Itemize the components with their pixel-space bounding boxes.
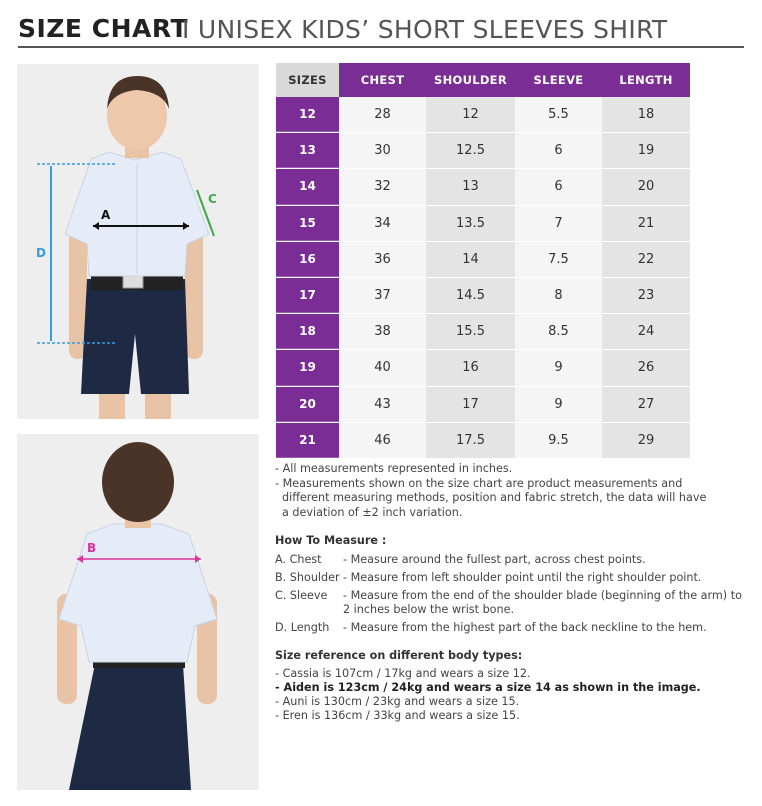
- measure-item: [275, 571, 750, 585]
- header-sleeve: SLEEVE: [515, 63, 602, 97]
- measure-item: [275, 621, 750, 635]
- cell-length: 19: [602, 133, 690, 168]
- cell-chest: 40: [339, 350, 426, 385]
- cell-chest: 28: [339, 97, 426, 132]
- cell-size: 15: [276, 206, 339, 241]
- marker-c-label: C: [208, 192, 217, 206]
- measure-item: [275, 553, 750, 567]
- measure-key: B. Shoulder: [275, 571, 340, 584]
- cell-chest: 37: [339, 278, 426, 313]
- cell-sleeve: 9: [515, 387, 602, 422]
- table-row: [276, 133, 690, 169]
- cell-chest: 36: [339, 242, 426, 277]
- cell-shoulder: 13: [426, 169, 515, 204]
- front-view-illustration: [17, 64, 259, 419]
- header-shoulder: SHOULDER: [426, 63, 515, 97]
- cell-length: 20: [602, 169, 690, 204]
- cell-shoulder: 14.5: [426, 278, 515, 313]
- cell-chest: 38: [339, 314, 426, 349]
- cell-size: 14: [276, 169, 339, 204]
- cell-length: 18: [602, 97, 690, 132]
- measure-desc: - Measure around the fullest part, across chest points.: [343, 553, 646, 566]
- cell-sleeve: 8.5: [515, 314, 602, 349]
- page-title: SIZE CHART: [18, 14, 189, 43]
- page-header: [18, 12, 744, 48]
- note-line: - All measurements represented in inches.: [275, 462, 513, 475]
- note-line: - Measurements shown on the size chart are product measurements and: [275, 476, 683, 490]
- table-header: [276, 63, 690, 97]
- page-subtitle: I UNISEX KIDS’ SHORT SLEEVES SHIRT: [182, 15, 668, 44]
- header-chest: CHEST: [339, 63, 426, 97]
- cell-sleeve: 9.5: [515, 423, 602, 458]
- cell-sleeve: 9: [515, 350, 602, 385]
- cell-size: 17: [276, 278, 339, 313]
- cell-length: 24: [602, 314, 690, 349]
- cell-chest: 46: [339, 423, 426, 458]
- cell-length: 29: [602, 423, 690, 458]
- cell-sleeve: 7.5: [515, 242, 602, 277]
- measure-desc: - Measure from the end of the shoulder blade (beginning of the arm) to 2 inches below the wrist bone.: [343, 589, 742, 616]
- cell-chest: 32: [339, 169, 426, 204]
- measure-desc: - Measure from left shoulder point until the right shoulder point.: [343, 571, 702, 584]
- table-row: [276, 278, 690, 314]
- marker-b-label: B: [87, 541, 97, 555]
- cell-length: 21: [602, 206, 690, 241]
- cell-shoulder: 17: [426, 387, 515, 422]
- table-row: [276, 387, 690, 423]
- measure-key: C. Sleeve: [275, 589, 328, 602]
- how-to-heading: How To Measure :: [275, 534, 387, 547]
- table-row: [276, 206, 690, 242]
- table-row: [276, 242, 690, 278]
- header-length: LENGTH: [602, 63, 690, 97]
- measure-key: A. Chest: [275, 553, 322, 566]
- cell-size: 12: [276, 97, 339, 132]
- size-table: [276, 63, 690, 459]
- cell-size: 19: [276, 350, 339, 385]
- cell-size: 21: [276, 423, 339, 458]
- cell-length: 27: [602, 387, 690, 422]
- table-body: [276, 97, 690, 459]
- cell-chest: 43: [339, 387, 426, 422]
- cell-shoulder: 15.5: [426, 314, 515, 349]
- cell-shoulder: 16: [426, 350, 515, 385]
- cell-size: 18: [276, 314, 339, 349]
- back-view-photo: [17, 434, 259, 790]
- cell-sleeve: 7: [515, 206, 602, 241]
- note-line: different measuring methods, position and fabric stretch, the data will have: [282, 491, 707, 504]
- table-row: [276, 350, 690, 386]
- reference-line: - Cassia is 107cm / 17kg and wears a size 12.: [275, 667, 531, 680]
- cell-sleeve: 6: [515, 133, 602, 168]
- cell-shoulder: 17.5: [426, 423, 515, 458]
- cell-chest: 30: [339, 133, 426, 168]
- cell-sleeve: 5.5: [515, 97, 602, 132]
- table-row: [276, 169, 690, 205]
- header-sizes: SIZES: [276, 63, 339, 97]
- size-reference: [275, 649, 750, 723]
- measure-item: [275, 589, 750, 617]
- back-view-illustration: [17, 434, 259, 790]
- cell-shoulder: 12: [426, 97, 515, 132]
- measure-key: D. Length: [275, 621, 330, 634]
- marker-a-label: A: [101, 208, 111, 222]
- measure-desc: - Measure from the highest part of the back neckline to the hem.: [343, 621, 707, 634]
- cell-shoulder: 13.5: [426, 206, 515, 241]
- table-row: [276, 423, 690, 459]
- table-row: [276, 97, 690, 133]
- cell-length: 23: [602, 278, 690, 313]
- cell-size: 16: [276, 242, 339, 277]
- front-view-photo: [17, 64, 259, 419]
- cell-shoulder: 14: [426, 242, 515, 277]
- cell-chest: 34: [339, 206, 426, 241]
- cell-size: 13: [276, 133, 339, 168]
- reference-line-highlight: - Aiden is 123cm / 24kg and wears a size 14 as shown in the image.: [275, 681, 701, 694]
- measurement-notes: [275, 462, 745, 520]
- cell-size: 20: [276, 387, 339, 422]
- cell-sleeve: 6: [515, 169, 602, 204]
- cell-sleeve: 8: [515, 278, 602, 313]
- reference-line: - Eren is 136cm / 33kg and wears a size 15.: [275, 709, 520, 722]
- reference-line: - Auni is 130cm / 23kg and wears a size 15.: [275, 695, 520, 708]
- cell-length: 26: [602, 350, 690, 385]
- marker-d-label: D: [36, 246, 46, 260]
- reference-heading: Size reference on different body types:: [275, 649, 523, 662]
- cell-length: 22: [602, 242, 690, 277]
- table-row: [276, 314, 690, 350]
- note-line: a deviation of ±2 inch variation.: [282, 505, 463, 519]
- cell-shoulder: 12.5: [426, 133, 515, 168]
- how-to-measure: [275, 534, 750, 639]
